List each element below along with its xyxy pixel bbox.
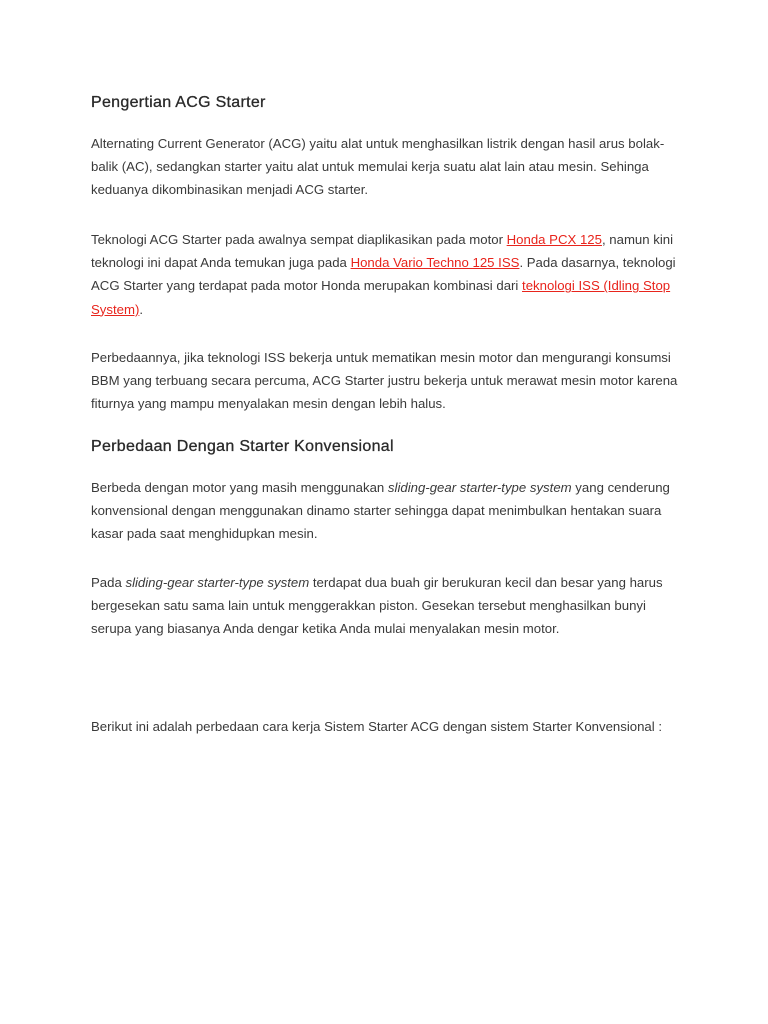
paragraph-acg-technology: [91, 228, 681, 321]
italic-term: sliding-gear starter-type system: [387, 480, 572, 495]
paragraph-sliding-gear: [91, 571, 681, 641]
heading-perbedaan-starter: Perbedaan Dengan Starter Konvensional: [91, 438, 394, 455]
text-run: , namun kini teknologi ini dapat Anda temukan juga pada: [91, 232, 674, 271]
link-honda-vario-techno-125-iss[interactable]: Honda Vario Techno 125 ISS: [350, 255, 520, 271]
text-run: yang cenderung konvensional dengan menggunakan dinamo starter sehingga dapat menimbulkan hentakan suara kasar pada saat menghidupkan mesin.: [91, 480, 670, 542]
text-run: Pada: [91, 575, 126, 590]
text-run: Teknologi ACG Starter pada awalnya sempat diaplikasikan pada motor: [91, 232, 507, 247]
text-run: terdapat dua buah gir berukuran kecil dan besar yang harus bergesekan satu sama lain untuk menggerakkan piston. Gesekan tersebut menghasilkan bunyi serupa yang biasanya Anda dengar ketika Anda mulai menyalakan mesin motor.: [91, 575, 663, 637]
link-teknologi-iss[interactable]: teknologi ISS (Idling Stop System): [91, 278, 671, 317]
paragraph-berbeda: [91, 476, 681, 546]
text-run: Berbeda dengan motor yang masih menggunakan: [91, 480, 388, 495]
heading-pengertian: Pengertian ACG Starter: [91, 94, 266, 111]
italic-term: sliding-gear starter-type system: [125, 575, 310, 590]
paragraph-acg-definition: Alternating Current Generator (ACG) yaitu alat untuk menghasilkan listrik dengan hasil arus bolak-balik (AC), sedangkan starter yaitu alat untuk memulai kerja suatu alat lain atau mesin. Sehinga keduanya dikombinasikan menjadi ACG starter.: [91, 136, 665, 198]
paragraph-berikut: Berikut ini adalah perbedaan cara kerja Sistem Starter ACG dengan sistem Starter Konvensional :: [91, 719, 663, 734]
paragraph-perbedaan: Perbedaannya, jika teknologi ISS bekerja untuk mematikan mesin motor dan mengurangi konsumsi BBM yang terbuang secara percuma, ACG Starter justru bekerja untuk merawat mesin motor karena fiturnya yang mampu menyalakan mesin dengan lebih halus.: [91, 350, 678, 412]
text-run: . Pada dasarnya, teknologi ACG Starter yang terdapat pada motor Honda merupakan kombinasi dari: [91, 255, 676, 294]
text-run: .: [139, 301, 144, 317]
link-honda-pcx-125[interactable]: Honda PCX 125: [506, 232, 602, 247]
